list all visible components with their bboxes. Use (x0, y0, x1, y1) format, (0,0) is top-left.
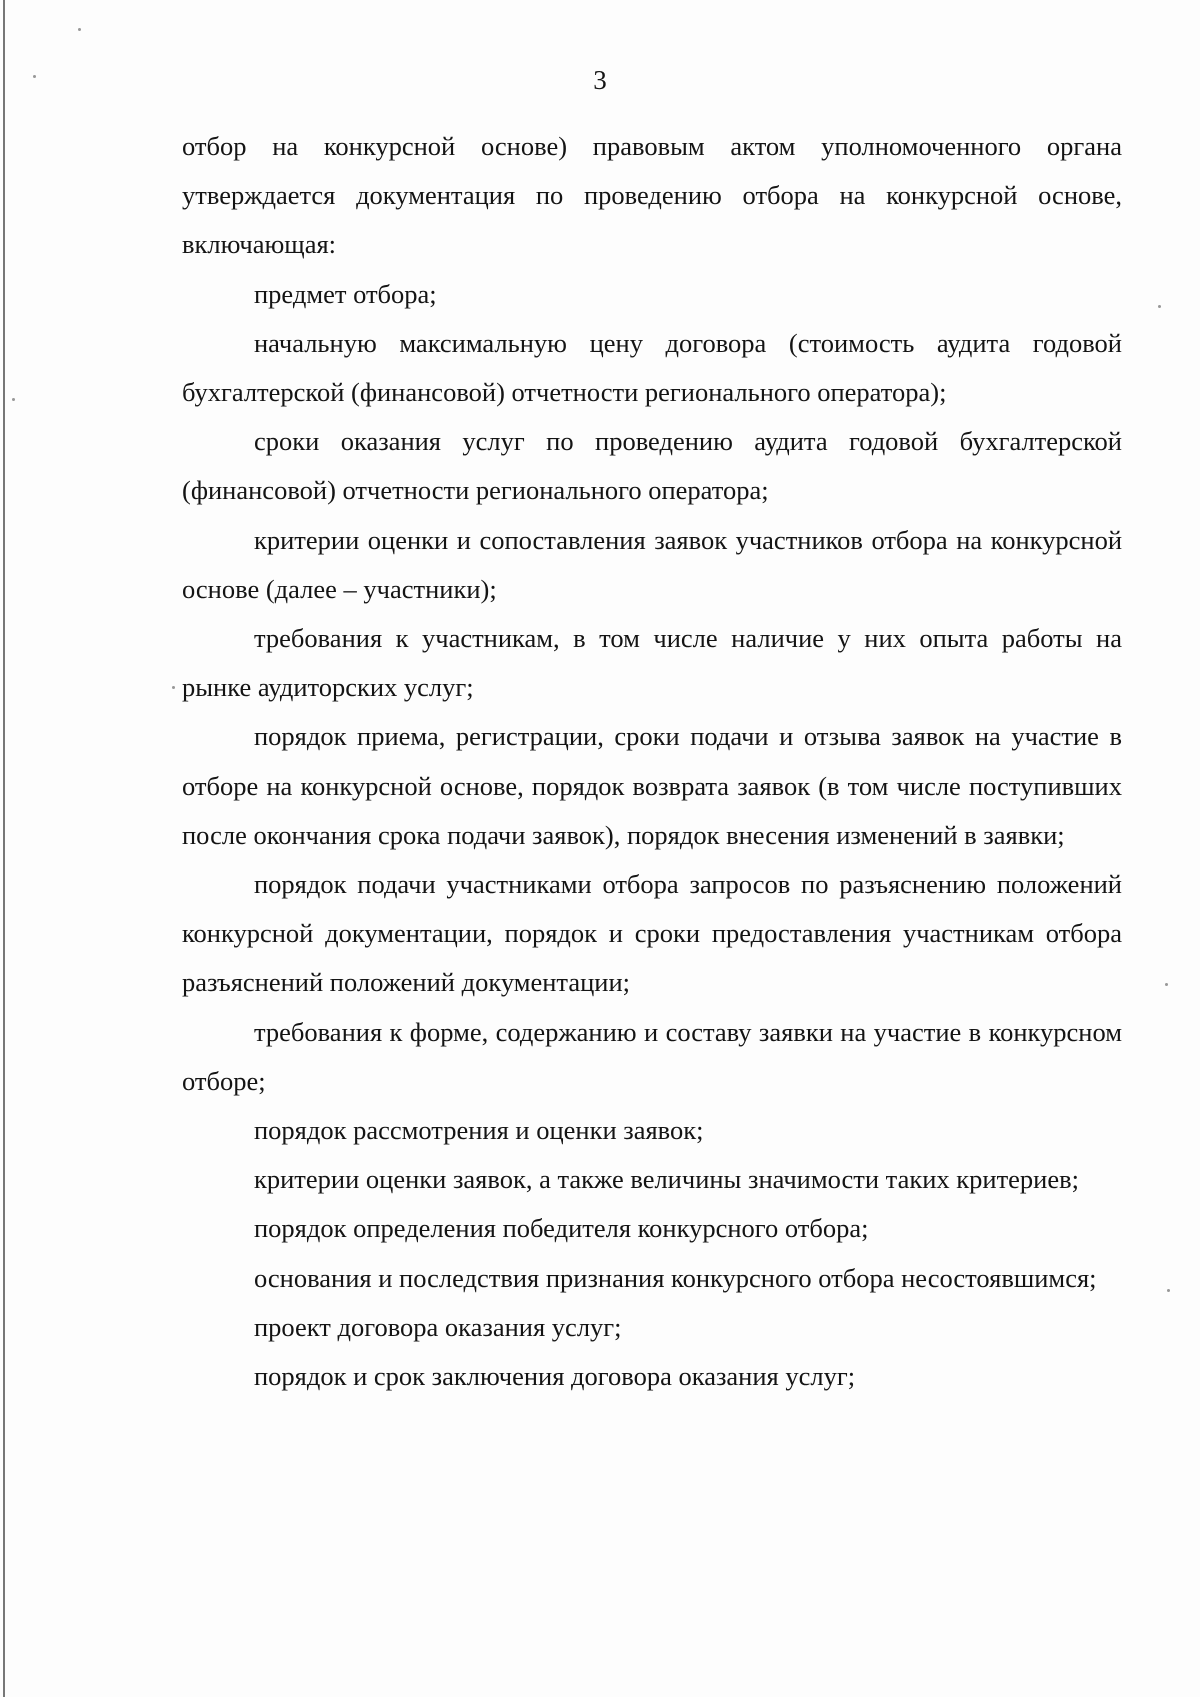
list-item: начальную максимальную цену договора (стоимость аудита годовой бухгалтерской (финансовой) отчетности регионального оператора); (182, 327, 1122, 408)
scan-edge-line (3, 0, 5, 1697)
scan-speck (78, 28, 81, 31)
scan-speck (1167, 1289, 1170, 1292)
list-item: предмет отбора; (254, 278, 437, 309)
page-number: 3 (593, 65, 607, 95)
scan-speck (12, 398, 15, 401)
document-body (182, 122, 1122, 1401)
list-item: критерии оценки заявок, а также величины значимости таких критериев; (254, 1164, 1079, 1195)
scan-speck (1158, 305, 1161, 308)
list-item: сроки оказания услуг по проведению аудита годовой бухгалтерской (финансовой) отчетности регионального оператора; (182, 426, 1122, 506)
list-item: порядок приема, регистрации, сроки подачи и отзыва заявок на участие в отборе на конкурсной основе, порядок возврата заявок (в том числе поступивших после окончания срока подачи заявок), порядок внесения изменений в заявки; (182, 721, 1122, 850)
paragraph-intro: отбор на конкурсной основе) правовым актом уполномоченного органа утверждается документация по проведению отбора на конкурсной основе, включающая: (182, 131, 1122, 260)
list-item: порядок рассмотрения и оценки заявок; (254, 1115, 704, 1146)
list-item: требования к участникам, в том числе наличие у них опыта работы на рынке аудиторских услуг; (182, 623, 1122, 703)
list-item: проект договора оказания услуг; (254, 1311, 622, 1342)
list-item: порядок определения победителя конкурсного отбора; (254, 1213, 869, 1244)
list-item: критерии оценки и сопоставления заявок участников отбора на конкурсной основе (далее – участники); (182, 524, 1122, 604)
scan-speck (1165, 983, 1168, 986)
scan-speck (172, 686, 175, 689)
list-item: порядок подачи участниками отбора запросов по разъяснению положений конкурсной документации, порядок и сроки предоставления участникам отбора разъяснений положений документации; (182, 869, 1122, 998)
list-item: требования к форме, содержанию и составу заявки на участие в конкурсном отборе; (182, 1016, 1122, 1096)
list-item: порядок и срок заключения договора оказания услуг; (254, 1361, 856, 1392)
list-item: основания и последствия признания конкурсного отбора несостоявшимся; (254, 1262, 1097, 1293)
